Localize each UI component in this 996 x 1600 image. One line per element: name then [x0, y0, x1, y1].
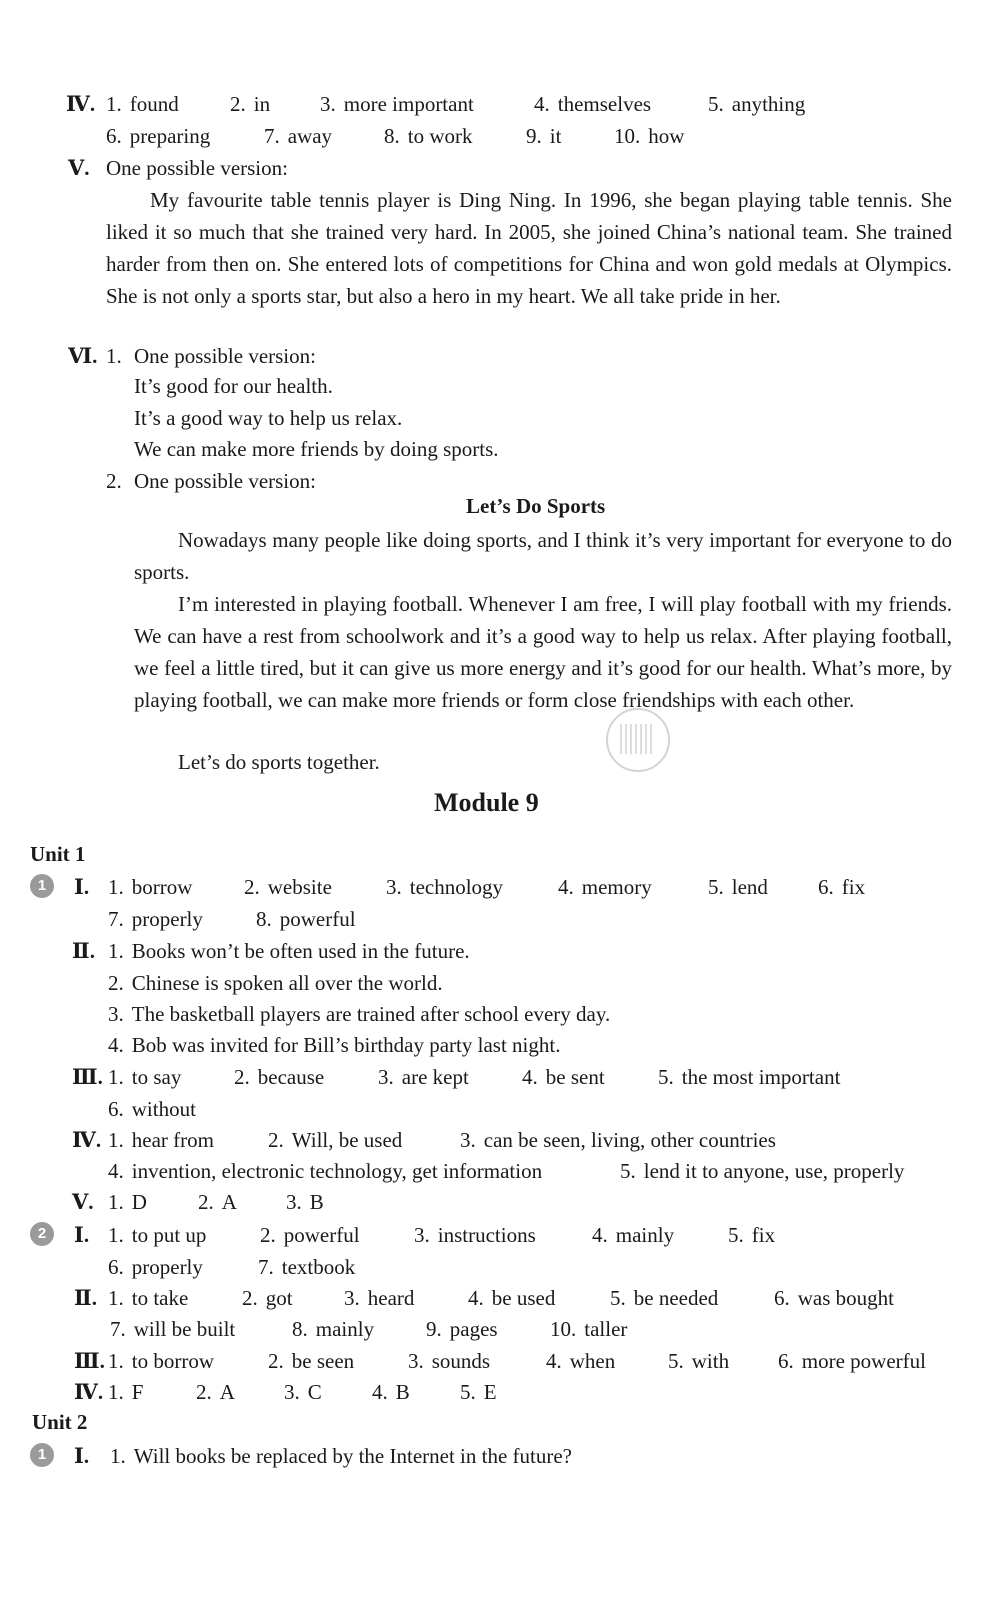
u1c1-v-row [72, 1188, 472, 1216]
answer-item: 6. was bought [774, 1286, 894, 1310]
answer-item: 3. C [284, 1380, 322, 1404]
answer-item: 1. hear from [108, 1128, 214, 1152]
answer-item: 3. heard [344, 1286, 415, 1310]
u1c1-iii-row1 [72, 1063, 952, 1091]
u1c1-ii-row [72, 937, 952, 965]
answer-item: 6. more powerful [778, 1349, 926, 1373]
u1c1-iv-label: Ⅳ. [72, 1128, 102, 1152]
answer-item: 7. textbook [258, 1255, 356, 1279]
answer-item: 4. when [546, 1349, 616, 1373]
answer-item: 1. to borrow [108, 1349, 214, 1373]
answer-item: 3. technology [386, 875, 504, 899]
unit2-title: Unit 2 [32, 1410, 88, 1434]
u1c2-i-label: Ⅰ. [74, 1223, 90, 1247]
u1c2-iii-label: Ⅲ. [74, 1349, 105, 1373]
u1c1-iii-label: Ⅲ. [72, 1065, 103, 1089]
s6-q1-line: It’s a good way to help us relax. [134, 406, 403, 430]
essay-paragraph-3: Let’s do sports together. [178, 750, 380, 774]
answer-item: 1. to put up [108, 1223, 207, 1247]
u1c1-i-row2 [108, 905, 508, 933]
answer-item: 7. properly [108, 907, 203, 931]
s6-q2-num: 2. [106, 469, 122, 493]
s5-paragraph: My favourite table tennis player is Ding Ning. In 1996, she began playing table tennis. She liked it so much that she trained very hard. In 2005, she joined China’s national team. She trained harder from then on. She entered lots of competitions for China and won gold medals at Olympics. She is not only a sports star, but also a hero in my heart. We all take pride in her. [106, 188, 952, 308]
answer-item: 1. to take [108, 1286, 189, 1310]
answer-item: 3. are kept [378, 1065, 469, 1089]
essay-paragraph-2: I’m interested in playing football. Whenever I am free, I will play football with my friends. We can have a rest from schoolwork and it’s a good way to help us relax. After playing football, we feel a little tired, but it can give us more energy and it’s good for our health. What’s more, by playing football, we can make more friends or form close friendships with each other. [134, 592, 952, 712]
u1c2-iv-row [74, 1378, 574, 1406]
answer-item: 4. mainly [592, 1223, 675, 1247]
answer-item: 6. preparing [106, 124, 211, 148]
u1c2-i-row2 [108, 1253, 508, 1281]
answer-item: 1. found [106, 92, 179, 116]
answer-item: 2. A [196, 1380, 235, 1404]
answer-item: 7. away [264, 124, 333, 148]
answer-item: 5. be needed [610, 1286, 719, 1310]
answer-item: 2. powerful [260, 1223, 360, 1247]
answer-item: 6. properly [108, 1255, 203, 1279]
s5-header [68, 154, 948, 182]
answer-item: 6. fix [818, 875, 866, 899]
answer-item: 5. lend it to anyone, use, properly [620, 1159, 905, 1183]
answer-item: 2. Will, be used [268, 1128, 403, 1152]
answer-item: 1. Will books be replaced by the Internet in the future? [110, 1444, 572, 1468]
answer-item: 4. Bob was invited for Bill’s birthday party last night. [108, 1033, 561, 1057]
answer-item: 5. E [460, 1380, 497, 1404]
u1c2-i-row1 [74, 1221, 954, 1249]
u2c1-i-label: Ⅰ. [74, 1444, 90, 1468]
answer-item: 5. the most important [658, 1065, 841, 1089]
essay-title: Let’s Do Sports [466, 494, 606, 518]
s6-q2-intro: One possible version: [134, 469, 316, 493]
exercise-1-badge: 1 [30, 874, 54, 898]
s5-label: Ⅴ. [68, 156, 90, 180]
u1c2-ii-row2 [110, 1315, 810, 1343]
answer-item: 6. without [108, 1097, 196, 1121]
u1c1-iv-row2 [108, 1157, 958, 1185]
u1c1-iii-row2 [108, 1095, 196, 1123]
answer-item: 4. themselves [534, 92, 652, 116]
answer-item: 1. D [108, 1190, 147, 1214]
answer-item: 3. sounds [408, 1349, 491, 1373]
answer-item: 2. because [234, 1065, 325, 1089]
u1c2-iv-label: Ⅳ. [74, 1380, 104, 1404]
answer-item: 3. B [286, 1190, 324, 1214]
answer-item: 2. website [244, 875, 332, 899]
answer-item: 4. B [372, 1380, 410, 1404]
s5-intro: One possible version: [106, 156, 288, 180]
u1c1-ii-label: Ⅱ. [72, 939, 95, 963]
essay-paragraph-1: Nowadays many people like doing sports, and I think it’s very important for everyone to do sports. [134, 528, 952, 584]
answer-item: 9. pages [426, 1317, 498, 1341]
u1c2-iii-row [74, 1347, 954, 1375]
u1c1-i-row1 [74, 873, 954, 901]
answer-item: 1. to say [108, 1065, 182, 1089]
answer-item: 9. it [526, 124, 562, 148]
answer-item: 1. Books won’t be often used in the future. [108, 939, 470, 963]
answer-item: 2. got [242, 1286, 293, 1310]
s6-q1-intro: One possible version: [134, 344, 316, 368]
answer-item: 5. lend [708, 875, 768, 899]
answer-item: 2. be seen [268, 1349, 355, 1373]
answer-item: 4. be used [468, 1286, 556, 1310]
answer-item: 1. F [108, 1380, 144, 1404]
s6-label: Ⅵ. [68, 344, 98, 368]
u1c1-v-label: Ⅴ. [72, 1190, 94, 1214]
answer-item: 4. invention, electronic technology, get information [108, 1159, 543, 1183]
s4-label: Ⅳ. [66, 92, 96, 116]
answer-item: 8. to work [384, 124, 473, 148]
u1c2-ii-label: Ⅱ. [74, 1286, 97, 1310]
answer-item: 2. in [230, 92, 271, 116]
answer-item: 2. A [198, 1190, 237, 1214]
s6-q1-num: 1. [106, 344, 122, 368]
answer-item: 10. how [614, 124, 685, 148]
u1c2-ii-row1 [74, 1284, 954, 1312]
unit1-title: Unit 1 [30, 842, 86, 866]
answer-item: 4. be sent [522, 1065, 605, 1089]
u1c1-i-label: Ⅰ. [74, 875, 90, 899]
exercise-2-badge: 2 [30, 1222, 54, 1246]
exercise-1-badge: 1 [30, 1443, 54, 1467]
answer-item: 8. powerful [256, 907, 356, 931]
answer-item: 4. memory [558, 875, 652, 899]
answer-item: 3. more important [320, 92, 474, 116]
s6-q1-line: We can make more friends by doing sports. [134, 437, 499, 461]
answer-item: 3. instructions [414, 1223, 536, 1247]
module-title: Module 9 [434, 788, 539, 817]
answer-item: 7. will be built [110, 1317, 236, 1341]
stamp-icon [606, 708, 670, 772]
s6-q1-line: It’s good for our health. [134, 374, 333, 398]
answer-item: 3. can be seen, living, other countries [460, 1128, 776, 1152]
answer-item: 2. Chinese is spoken all over the world. [108, 971, 443, 995]
answer-item: 3. The basketball players are trained after school every day. [108, 1002, 611, 1026]
s4-row2 [66, 122, 966, 150]
s4-row1 [66, 90, 966, 118]
answer-item: 8. mainly [292, 1317, 375, 1341]
answer-item: 1. borrow [108, 875, 193, 899]
u2c1-i-row [74, 1442, 954, 1470]
u1c1-iv-row1 [72, 1126, 952, 1154]
answer-item: 5. fix [728, 1223, 776, 1247]
answer-item: 10. taller [550, 1317, 628, 1341]
s6-header [68, 342, 948, 370]
s6-q2-header [106, 467, 506, 495]
answer-item: 5. anything [708, 92, 806, 116]
answer-item: 5. with [668, 1349, 730, 1373]
